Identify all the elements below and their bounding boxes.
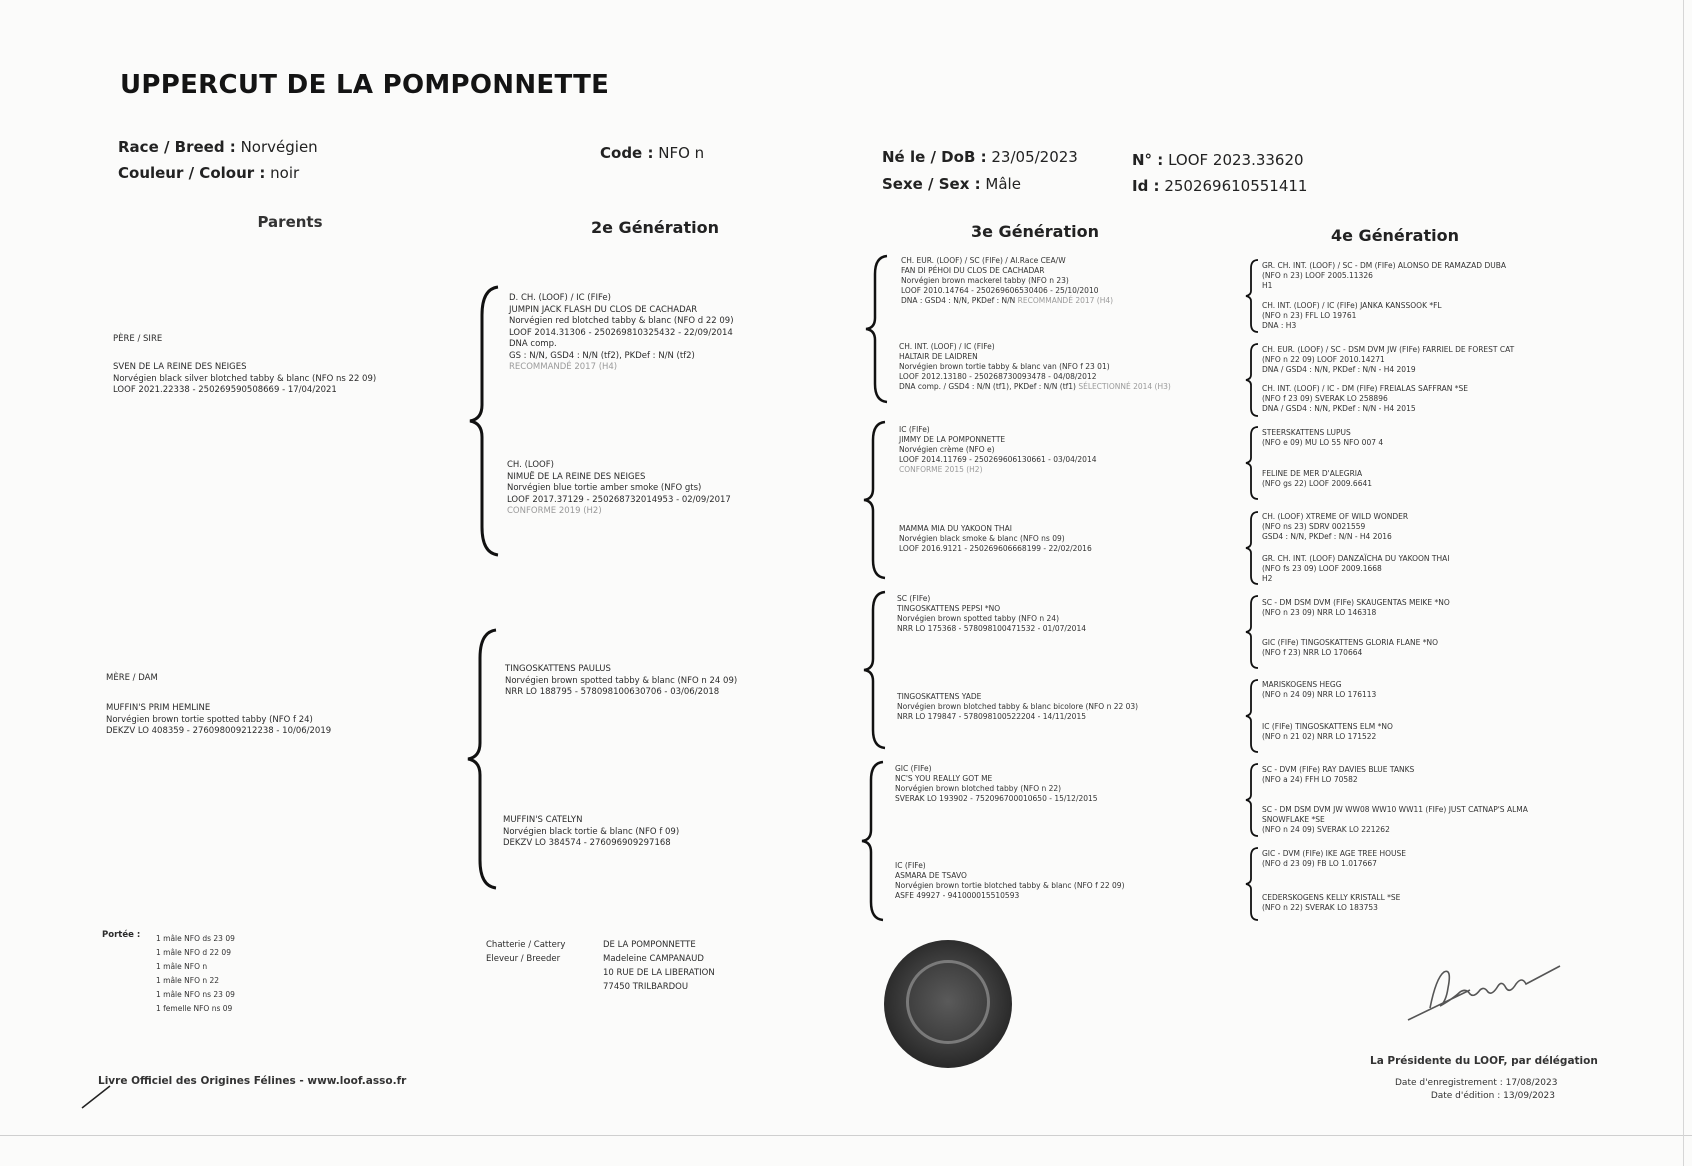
gen2-ss-dna: DNA comp. (509, 339, 557, 349)
gen4-2-line2: (NFO n 23) FFL LO 19761 (1262, 311, 1357, 320)
dam-registration: DEKZV LO 408359 - 276098009212238 - 10/06/2019 (106, 726, 332, 736)
gen3-3-name: JIMMY DE LA POMPONNETTE (899, 435, 1006, 444)
cattery-info (603, 938, 715, 994)
litter-item: 1 femelle NFO ns 09 (156, 1004, 233, 1013)
dam-block (106, 703, 331, 738)
gen3-3-rec: CONFORME 2015 (H2) (899, 465, 983, 474)
id-row (1132, 177, 1307, 195)
gen4-brace (1244, 762, 1260, 838)
gen2-ds-registration: NRR LO 188795 - 578098100630706 - 03/06/2018 (505, 687, 720, 697)
breeder-city: 77450 TRILBARDOU (603, 982, 689, 992)
gen4-14 (1262, 805, 1528, 835)
gen3-1-dna-row (901, 296, 1113, 306)
gen4-3-line2: (NFO n 22 09) LOOF 2010.14271 (1262, 355, 1385, 364)
gen4-8-line3: H2 (1262, 574, 1273, 583)
gen4-4-line3: DNA / GSD4 : N/N, PKDef : N/N - H4 2015 (1262, 404, 1416, 413)
gen4-brace (1244, 846, 1260, 922)
breeder-label: Eleveur / Breeder (486, 954, 561, 964)
gen3-4 (899, 524, 1092, 554)
gen3-5-breed: Norvégien brown spotted tabby (NFO n 24) (897, 614, 1059, 623)
gen3-2-title: CH. INT. (LOOF) / IC (FIFe) (899, 342, 995, 351)
gen4-brace (1244, 258, 1260, 334)
footer-site: Livre Officiel des Origines Félines - www.loof.asso.fr (98, 1075, 407, 1087)
code-value: NFO n (658, 144, 705, 162)
gen4-3-line1: CH. EUR. (LOOF) / SC - DSM DVM JW (FIFe) FARRIEL DE FOREST CAT (1262, 345, 1515, 354)
gen4-12-line2: (NFO n 21 02) NRR LO 171522 (1262, 732, 1377, 741)
gen4-13-line1: SC - DVM (FIFe) RAY DAVIES BLUE TANKS (1262, 765, 1415, 774)
gen2-ss-title: D. CH. (LOOF) / IC (FIFe) (509, 293, 611, 303)
gen4-8-line2: (NFO fs 23 09) LOOF 2009.1668 (1262, 564, 1382, 573)
gen3-8-registration: ASFE 49927 - 941000015510593 (895, 891, 1020, 900)
number-row (1132, 151, 1304, 169)
gen4-12 (1262, 722, 1393, 742)
gen2-ss-breed: Norvégien red blotched tabby & blanc (NFO d 22 09) (509, 316, 734, 326)
gen2-sire-sire (509, 293, 734, 374)
sire-registration: LOOF 2021.22338 - 250269590508669 - 17/04/2021 (113, 385, 337, 395)
litter-item: 1 mâle NFO ds 23 09 (156, 934, 235, 943)
gen3-6 (897, 692, 1138, 722)
sex-row (882, 175, 1021, 193)
gen3-2-dna-row (899, 382, 1171, 392)
gen4-10-line2: (NFO f 23) NRR LO 170664 (1262, 648, 1363, 657)
gen3-3-registration: LOOF 2014.11769 - 250269606130661 - 03/04/2014 (899, 455, 1097, 464)
gen4-7-line1: CH. (LOOF) XTREME OF WILD WONDER (1262, 512, 1409, 521)
gen2-sd-rec: CONFORME 2019 (H2) (507, 506, 602, 516)
litter-list (156, 932, 235, 1016)
gen4-brace (1244, 425, 1260, 501)
gen4-11 (1262, 680, 1376, 700)
gen3-6-registration: NRR LO 179847 - 578098100522204 - 14/11/2015 (897, 712, 1086, 721)
gen3-7-name: NC'S YOU REALLY GOT ME (895, 774, 993, 783)
gen4-5-line1: STEERSKATTENS LUPUS (1262, 428, 1351, 437)
gen4-brace (1244, 678, 1260, 754)
breed-value: Norvégien (240, 138, 318, 156)
gen2-ss-registration: LOOF 2014.31306 - 250269810325432 - 22/09/2014 (509, 327, 733, 338)
gen3-1-dna: DNA : GSD4 : N/N, PKDef : N/N (901, 296, 1016, 305)
gen3-6-name: TINGOSKATTENS YADE (897, 692, 982, 701)
gen4-1-line1: GR. CH. INT. (LOOF) / SC - DM (FIFe) ALONSO DE RAMAZAD DUBA (1262, 261, 1506, 270)
breed-row (118, 138, 318, 156)
gen3-7-registration: SVERAK LO 193902 - 752096700010650 - 15/12/2015 (895, 794, 1098, 803)
gen3-4-registration: LOOF 2016.9121 - 250269606668199 - 22/02/2016 (899, 544, 1092, 553)
gen4-9-line1: SC - DM DSM DVM (FIFe) SKAUGENTAS MEIKE *NO (1262, 598, 1450, 607)
gen3-8-breed: Norvégien brown tortie blotched tabby & blanc (NFO f 22 09) (895, 881, 1125, 890)
brace-dam (466, 628, 500, 890)
gen4-7 (1262, 512, 1408, 542)
gen3-3-breed: Norvégien crème (NFO e) (899, 445, 995, 454)
registration-date: Date d'enregistrement : 17/08/2023 (1395, 1078, 1558, 1088)
gen4-2-line3: DNA : H3 (1262, 321, 1297, 330)
gen4-2 (1262, 301, 1442, 331)
brace-sire (468, 285, 502, 557)
gen2-sd-breed: Norvégien blue tortie amber smoke (NFO gts) (507, 483, 702, 493)
gen4-15 (1262, 849, 1406, 869)
gen3-4-breed: Norvégien black smoke & blanc (NFO ns 09) (899, 534, 1065, 543)
gen3-2-rec: SÉLECTIONNÉ 2014 (H3) (1078, 382, 1171, 391)
gen3-2-dna: DNA comp. / GSD4 : N/N (tf1), PKDef : N/N (tf1) (899, 382, 1076, 391)
gen4-1 (1262, 261, 1506, 291)
seal-ring (906, 960, 990, 1044)
page-right-edge (1683, 0, 1684, 1166)
gen3-1-registration: LOOF 2010.14764 - 250269606530406 - 25/10/2010 (901, 286, 1099, 295)
breeder-street: 10 RUE DE LA LIBERATION (603, 968, 715, 978)
gen2-sd-registration: LOOF 2017.37129 - 250268732014953 - 02/09/2017 (507, 494, 731, 505)
code-label: Code : (600, 144, 654, 162)
gen4-13-line2: (NFO a 24) FFH LO 70582 (1262, 775, 1358, 784)
number-label: N° : (1132, 151, 1164, 169)
brace-gen3-1 (864, 254, 890, 404)
gen4-5 (1262, 428, 1383, 448)
sire-name: SVEN DE LA REINE DES NEIGES (113, 362, 247, 372)
breeder-name: Madeleine CAMPANAUD (603, 954, 704, 964)
gen4-brace (1244, 510, 1260, 586)
gen2-dam-sire (505, 664, 737, 699)
gen2-ds-name: TINGOSKATTENS PAULUS (505, 664, 611, 674)
gen2-dd-name: MUFFIN'S CATELYN (503, 815, 583, 825)
gen3-2-name: HALTAIR DE LAIDREN (899, 352, 978, 361)
gen2-ss-tests: GS : N/N, GSD4 : N/N (tf2), PKDef : N/N (tf2) (509, 350, 695, 361)
gen4-7-line2: (NFO ns 23) SDRV 0021559 (1262, 522, 1366, 531)
id-label: Id : (1132, 177, 1160, 195)
sex-label: Sexe / Sex : (882, 175, 981, 193)
gen3-2 (899, 342, 1171, 392)
gen3-1-name: FAN DI PÉHOI DU CLOS DE CACHADAR (901, 266, 1045, 275)
president-signature-label: La Présidente du LOOF, par délégation (1370, 1055, 1598, 1067)
gen3-8 (895, 861, 1125, 901)
page-bottom-edge (0, 1135, 1692, 1136)
gen3-1-rec: RECOMMANDÉ 2017 (H4) (1017, 296, 1114, 305)
gen3-3 (899, 425, 1097, 475)
signature-image (1400, 958, 1570, 1028)
gen4-16 (1262, 893, 1400, 913)
gen4-1-line3: H1 (1262, 281, 1273, 290)
gen4-10-line1: GIC (FIFe) TINGOSKATTENS GLORIA FLANE *NO (1262, 638, 1439, 647)
sire-breed: Norvégien black silver blotched tabby & blanc (NFO ns 22 09) (113, 373, 377, 384)
gen2-ds-breed: Norvégien brown spotted tabby & blanc (NFO n 24 09) (505, 675, 738, 686)
number-value: LOOF 2023.33620 (1168, 151, 1304, 169)
dam-breed: Norvégien brown tortie spotted tabby (NFO f 24) (106, 714, 313, 725)
gen3-1-title: CH. EUR. (LOOF) / SC (FIFe) / Al.Race CEA/W (901, 256, 1066, 265)
colour-label: Couleur / Colour : (118, 164, 266, 182)
brace-gen3-2 (862, 420, 888, 580)
cattery-labels (486, 938, 565, 966)
gen4-14-line3: (NFO n 24 09) SVERAK LO 221262 (1262, 825, 1390, 834)
gen2-ss-rec: RECOMMANDÉ 2017 (H4) (509, 362, 618, 372)
gen3-5-registration: NRR LO 175368 - 578098100471532 - 01/07/2014 (897, 624, 1086, 633)
pen-mark-icon (80, 1080, 120, 1110)
sire-block (113, 362, 376, 397)
dob-row (882, 148, 1078, 166)
gen4-8 (1262, 554, 1450, 584)
dam-name: MUFFIN'S PRIM HEMLINE (106, 703, 211, 713)
column-parents: Parents (257, 213, 323, 231)
cat-name-title: UPPERCUT DE LA POMPONNETTE (120, 70, 610, 100)
dates-block (1395, 1077, 1558, 1103)
gen2-ss-name: JUMPIN JACK FLASH DU CLOS DE CACHADAR (509, 304, 698, 315)
gen4-6-line1: FELINE DE MER D'ALEGRIA (1262, 469, 1363, 478)
gen3-1-breed: Norvégien brown mackerel tabby (NFO n 23) (901, 276, 1069, 285)
gen4-7-line3: GSD4 : N/N, PKDef : N/N - H4 2016 (1262, 532, 1392, 541)
gen4-14-line2: SNOWFLAKE *SE (1262, 815, 1325, 824)
column-gen2: 2e Génération (591, 218, 719, 237)
gen4-16-line1: CEDERSKOGENS KELLY KRISTALL *SE (1262, 893, 1401, 902)
gen4-4-line2: (NFO f 23 09) SVERAK LO 258896 (1262, 394, 1388, 403)
gen4-2-line1: CH. INT. (LOOF) / IC (FIFe) JANKA KANSSOOK *FL (1262, 301, 1442, 310)
gen4-3 (1262, 345, 1514, 375)
gen4-brace (1244, 342, 1260, 418)
gen4-5-line2: (NFO e 09) MU LO 55 NFO 007 4 (1262, 438, 1384, 447)
column-gen4: 4e Génération (1331, 226, 1459, 245)
gen2-sire-dam (507, 460, 731, 518)
gen3-5 (897, 594, 1086, 634)
sire-role: PÈRE / SIRE (113, 334, 163, 344)
gen4-4-line1: CH. INT. (LOOF) / IC - DM (FIFe) FREIALAS SAFFRAN *SE (1262, 384, 1468, 393)
litter-item: 1 mâle NFO n 22 (156, 976, 220, 985)
gen4-15-line2: (NFO d 23 09) FB LO 1.017667 (1262, 859, 1377, 868)
gen4-11-line2: (NFO n 24 09) NRR LO 176113 (1262, 690, 1377, 699)
loof-seal-stamp (884, 940, 1012, 1068)
gen4-13 (1262, 765, 1414, 785)
cattery-name: DE LA POMPONNETTE (603, 940, 696, 950)
id-value: 250269610551411 (1164, 177, 1308, 195)
litter-label: Portée : (102, 930, 141, 940)
gen4-9-line2: (NFO n 23 09) NRR LO 146318 (1262, 608, 1377, 617)
breed-label: Race / Breed : (118, 138, 236, 156)
litter-item: 1 mâle NFO d 22 09 (156, 948, 231, 957)
gen3-8-name: ASMARA DE TSAVO (895, 871, 967, 880)
dob-label: Né le / DoB : (882, 148, 987, 166)
gen4-15-line1: GIC - DVM (FIFe) IKE AGE TREE HOUSE (1262, 849, 1407, 858)
gen3-2-registration: LOOF 2012.13180 - 250268730093478 - 04/08/2012 (899, 372, 1097, 381)
litter-item: 1 mâle NFO ns 23 09 (156, 990, 235, 999)
colour-row (118, 164, 299, 182)
gen3-3-title: IC (FIFe) (899, 425, 930, 434)
column-gen3: 3e Génération (971, 222, 1099, 241)
sex-value: Mâle (985, 175, 1021, 193)
code-row (600, 144, 704, 162)
gen3-7-title: GIC (FIFe) (895, 764, 932, 773)
gen4-8-line1: GR. CH. INT. (LOOF) DANZAÏCHA DU YAKOON THAI (1262, 554, 1450, 563)
gen2-dd-registration: DEKZV LO 384574 - 276096909297168 (503, 838, 671, 848)
colour-value: noir (270, 164, 300, 182)
gen2-dam-dam (503, 815, 679, 850)
gen3-4-name: MAMMA MIA DU YAKOON THAI (899, 524, 1012, 533)
dam-role: MÈRE / DAM (106, 673, 158, 683)
gen3-7 (895, 764, 1098, 804)
gen4-14-line1: SC - DM DSM DVM JW WW08 WW10 WW11 (FIFe) JUST CATNAP'S ALMA (1262, 805, 1528, 814)
gen3-6-breed: Norvégien brown blotched tabby & blanc bicolore (NFO n 22 03) (897, 702, 1139, 711)
gen4-1-line2: (NFO n 23) LOOF 2005.11326 (1262, 271, 1373, 280)
gen3-5-name: TINGOSKATTENS PEPSI *NO (897, 604, 1001, 613)
litter-item: 1 mâle NFO n (156, 962, 208, 971)
cattery-label: Chatterie / Cattery (486, 940, 566, 950)
gen2-sd-title: CH. (LOOF) (507, 460, 554, 470)
gen3-7-breed: Norvégien brown blotched tabby (NFO n 22) (895, 784, 1062, 793)
edition-date: Date d'édition : 13/09/2023 (1430, 1091, 1555, 1101)
gen3-5-title: SC (FIFe) (897, 594, 931, 603)
gen3-8-title: IC (FIFe) (895, 861, 926, 870)
gen2-sd-name: NIMUË DE LA REINE DES NEIGES (507, 471, 646, 482)
gen2-dd-breed: Norvégien black tortie & blanc (NFO f 09) (503, 826, 680, 837)
gen4-6-line2: (NFO gs 22) LOOF 2009.6641 (1262, 479, 1373, 488)
brace-gen3-4 (860, 760, 886, 922)
gen4-3-line3: DNA / GSD4 : N/N, PKDef : N/N - H4 2019 (1262, 365, 1416, 374)
gen4-6 (1262, 469, 1372, 489)
dob-value: 23/05/2023 (991, 148, 1078, 166)
gen4-10 (1262, 638, 1438, 658)
gen4-16-line2: (NFO n 22) SVERAK LO 183753 (1262, 903, 1378, 912)
gen4-brace (1244, 594, 1260, 670)
gen3-2-breed: Norvégien brown tortie tabby & blanc van (NFO f 23 01) (899, 362, 1110, 371)
brace-gen3-3 (862, 590, 888, 750)
gen4-9 (1262, 598, 1450, 618)
gen3-1 (901, 256, 1113, 306)
gen4-11-line1: MARISKOGENS HEGG (1262, 680, 1342, 689)
gen4-12-line1: IC (FIFe) TINGOSKATTENS ELM *NO (1262, 722, 1393, 731)
gen4-4 (1262, 384, 1468, 414)
